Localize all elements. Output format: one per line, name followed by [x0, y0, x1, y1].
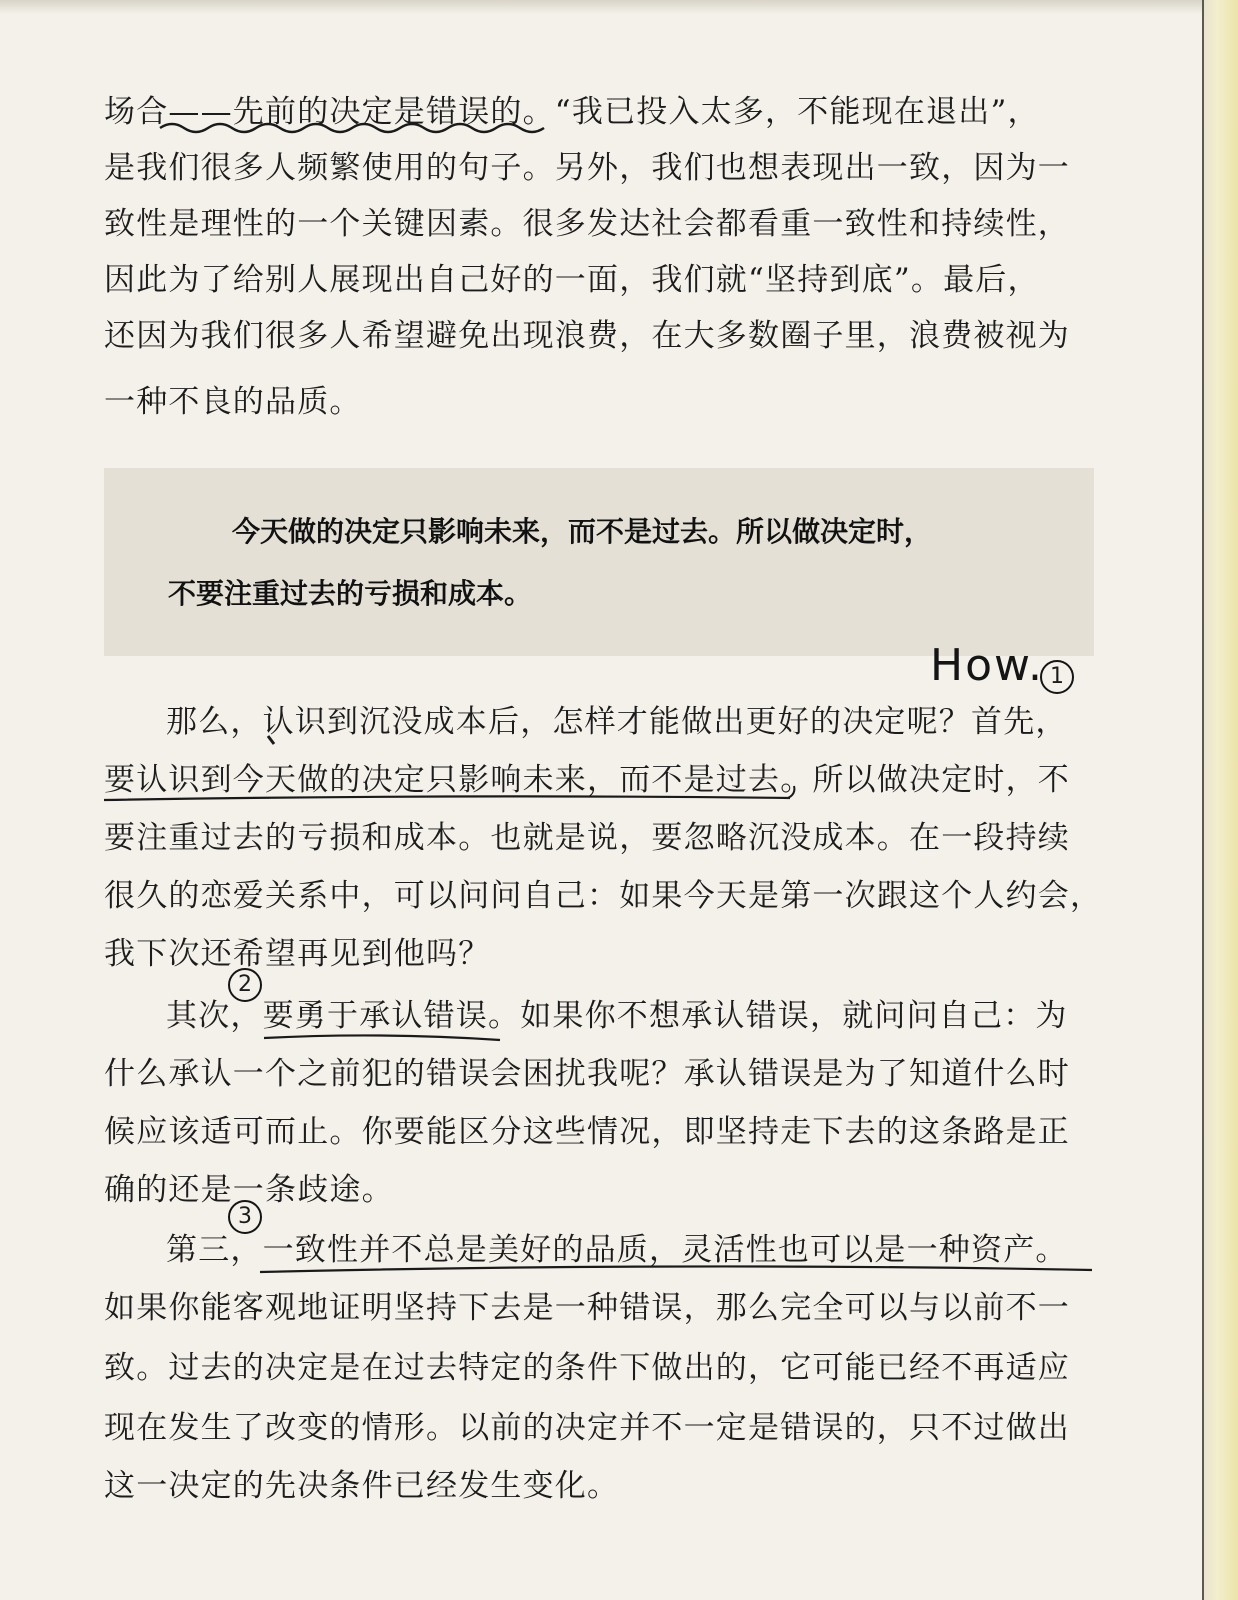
paragraph-line: 这一决定的先决条件已经发生变化。: [104, 1468, 620, 1504]
paragraph-line: 致。过去的决定是在过去特定的条件下做出的，它可能已经不再适应: [104, 1350, 1070, 1386]
paragraph-line: 一种不良的品质。: [104, 384, 362, 420]
paragraph-line: 候应该适可而止。你要能区分这些情况，即坚持走下去的这条路是正: [104, 1114, 1070, 1150]
paragraph-line: 致性是理性的一个关键因素。很多发达社会都看重一致性和持续性，: [104, 206, 1070, 242]
page-top-shadow: [0, 0, 1204, 14]
handwritten-note: How.: [930, 640, 1044, 691]
paragraph-line: 如果你能客观地证明坚持下去是一种错误，那么完全可以与以前不一: [104, 1290, 1070, 1326]
paragraph-line: 我下次还希望再见到他吗？: [104, 936, 491, 972]
handwritten-mark-2: 2: [228, 968, 262, 1002]
paragraph-line: 现在发生了改变的情形。以前的决定并不一定是错误的，只不过做出: [104, 1410, 1070, 1446]
paragraph-line: 要认识到今天做的决定只影响未来，而不是过去。所以做决定时，不: [104, 762, 1070, 798]
paragraph-line: 其次，要勇于承认错误。如果你不想承认错误，就问问自己：为: [166, 998, 1068, 1034]
paragraph-line: 那么，认识到沉没成本后，怎样才能做出更好的决定呢？首先，: [166, 704, 1068, 740]
paragraph-line: 是我们很多人频繁使用的句子。另外，我们也想表现出一致，因为一: [104, 150, 1070, 186]
paragraph-line: 很久的恋爱关系中，可以问问自己：如果今天是第一次跟这个人约会，: [104, 878, 1103, 914]
paragraph-line: 什么承认一个之前犯的错误会困扰我呢？承认错误是为了知道什么时: [104, 1056, 1070, 1092]
callout-line: 今天做的决定只影响未来，而不是过去。所以做决定时，: [232, 515, 933, 548]
underline-admit: [264, 1035, 500, 1040]
callout-line: 不要注重过去的亏损和成本。: [168, 577, 533, 610]
page-edge: [1204, 0, 1238, 1600]
paragraph-line: 第三，一致性并不总是美好的品质，灵活性也可以是一种资产。: [166, 1232, 1068, 1268]
paragraph-line: 场合——先前的决定是错误的。“我已投入太多，不能现在退出”，: [104, 94, 1040, 130]
handwritten-mark-3: 3: [228, 1200, 262, 1234]
paragraph-line: 因此为了给别人展现出自己好的一面，我们就“坚持到底”。最后，: [104, 262, 1040, 298]
paragraph-line: 还因为我们很多人希望避免出现浪费，在大多数圈子里，浪费被视为: [104, 318, 1070, 354]
paragraph-line: 确的还是一条歧途。: [104, 1172, 394, 1208]
callout-box: [104, 468, 1094, 656]
handwritten-mark-1: 1: [1040, 660, 1074, 694]
paragraph-line: 要注重过去的亏损和成本。也就是说，要忽略沉没成本。在一段持续: [104, 820, 1070, 856]
